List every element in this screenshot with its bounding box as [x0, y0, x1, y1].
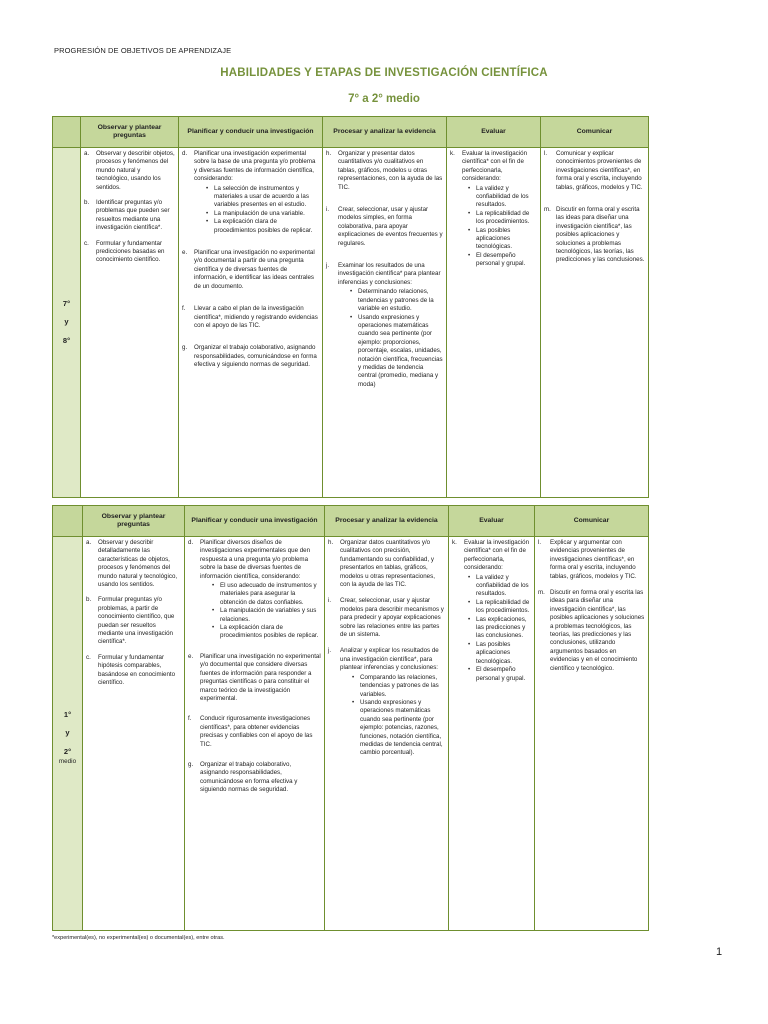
col-header-comunicar: Comunicar	[541, 117, 649, 148]
col-header-planificar: Planificar y conducir una investigación	[179, 117, 323, 148]
list-item: • Las explicaciones, las predicciones y las conclusiones.	[476, 616, 531, 641]
objective-k: k. Evaluar la investigación científica* con el fin de perfeccionarla, considerando: • La validez y confiabilidad de los resultados. • La replicabilidad de los procedimientos. • Las posibles aplicaciones tecnológicas. • El desempeño personal y grupal.	[450, 150, 537, 269]
objective-j: j. Examinar los resultados de una investigación científica* para plantear inferencias y conclusiones: • Determinando relaciones, tendencias y patrones de la variable en estudio. • Usando expresiones y operaciones matemáticas cuando sea pertinente (por ejemplo: proporciones, porcentaje, escalas, unidades, notación científica, frecuencias y medidas de tendencia central (promedio, mediana y moda)	[326, 262, 443, 389]
progression-table-1-2-medio	[52, 505, 649, 931]
list-item: • La validez y confiabilidad de los resultados.	[476, 185, 537, 210]
cell-comunicar	[535, 537, 649, 931]
level-grade-end: 2°	[63, 746, 72, 756]
list-item: • Usando expresiones y operaciones matemáticas cuando sea pertinente (por ejemplo: potencias, razones, funciones, notación científica, medidas de tendencia central, cambio porcentual).	[360, 699, 445, 758]
cell-observar	[83, 537, 185, 931]
level-cell	[53, 537, 83, 931]
cell-planificar	[179, 148, 323, 498]
col-header-evaluar: Evaluar	[447, 117, 541, 148]
objective-l: l. Comunicar y explicar conocimientos provenientes de investigaciones científicas*, en forma oral y escrita, incluyendo tablas, gráficos, modelos y TIC.	[544, 150, 643, 191]
objective-c: c. Formular y fundamentar hipótesis comparables, basándose en conocimiento científico.	[86, 653, 176, 687]
objective-f: f. Conducir rigurosamente investigaciones científicas*, para obtener evidencias precisas y confiables con el apoyo de las TIC.	[188, 715, 313, 748]
list-item: • La selección de instrumentos y materiales a usar de acuerdo a las variables presentes en el estudio.	[214, 185, 319, 210]
objective-f: f. Llevar a cabo el plan de la investigación científica*, midiendo y registrando evidencias con el apoyo de las TIC.	[182, 305, 318, 329]
level-connector: y	[65, 728, 70, 738]
table-row	[53, 537, 649, 931]
list-item: • La replicabilidad de los procedimientos.	[476, 599, 531, 616]
cell-procesar	[325, 537, 449, 931]
objective-e: e. Planificar una investigación no experimental y/o documental a partir de una pregunta científica y de diversas fuentes de información, e identificar las ideas centrales de un documento.	[182, 249, 315, 290]
objective-a: a. Observar y describir objetos, procesos y fenómenos del mundo natural y tecnológico, usando los sentidos.	[84, 150, 175, 191]
sub-list	[340, 674, 445, 758]
list-item: • La manipulación de variables y sus relaciones.	[220, 607, 321, 624]
objective-k: k. Evaluar la investigación científica* con el fin de perfeccionarla, considerando: • La validez y confiabilidad de los resultados. • La replicabilidad de los procedimientos. • Las explicaciones, las predicciones y las conclusiones. • Las posibles aplicaciones tecnológicas. • El desempeño personal y grupal.	[452, 539, 531, 683]
table-header-row	[53, 506, 649, 537]
col-header-evaluar: Evaluar	[449, 506, 535, 537]
col-header-procesar: Procesar y analizar la evidencia	[325, 506, 449, 537]
list-item: • El desempeño personal y grupal.	[476, 252, 537, 269]
sub-list	[194, 185, 319, 235]
cell-observar	[81, 148, 179, 498]
list-item: • La validez y confiabilidad de los resultados.	[476, 574, 531, 599]
cell-evaluar	[449, 537, 535, 931]
corner-cell	[53, 506, 83, 537]
cell-procesar	[323, 148, 447, 498]
cell-comunicar	[541, 148, 649, 498]
footnote: *experimental(es), no experimental(es) o documental(es), entre otras.	[52, 935, 225, 941]
sub-list	[462, 185, 537, 269]
objective-a: a. Observar y describir detalladamente las características de objetos, procesos y fenómenos del mundo natural y tecnológico, usando los sentidos.	[86, 539, 178, 589]
corner-cell	[53, 117, 81, 148]
objective-b: b. Identificar preguntas y/o problemas que pueden ser resueltos mediante una investigación científica*.	[84, 199, 170, 232]
objective-e: e. Planificar una investigación no experimental y/o documental que considere diversas fuentes de información para responder a preguntas científicas o para constituir el marco teórico de la investigación experimental.	[188, 652, 321, 702]
objective-l: l. Explicar y argumentar con evidencias provenientes de investigaciones científicas*, en forma oral y escrita, incluyendo tablas, gráficos, modelos y TIC.	[538, 539, 637, 580]
objective-j: j. Analizar y explicar los resultados de una investigación científica*, para plantear inferencias y conclusiones: • Comparando las relaciones, tendencias y patrones de las variables. • Usando expresiones y operaciones matemáticas cuando sea pertinente (por ejemplo: potencias, razones, funciones, notación científica, medidas de tendencia central, cambio porcentual).	[328, 647, 445, 757]
objective-i: i. Crear, seleccionar, usar y ajustar modelos para describir mecanismos y para predecir y apoyar explicaciones sobre las relaciones entre las partes de un sistema.	[328, 597, 444, 639]
list-item: • La explicación clara de procedimientos posibles de replicar.	[214, 218, 319, 235]
sub-list	[200, 582, 321, 641]
list-item: • Las posibles aplicaciones tecnológicas.	[476, 641, 531, 666]
objective-d: d. Planificar diversos diseños de investigaciones experimentales que den respuesta a una pregunta y/o problema sobre la base de diversas fuentes de información científica, considerando: • El uso adecuado de instrumentos y materiales para asegurar la obtención de datos confiables. • La manipulación de variables y sus relaciones. • La explicación clara de procedimientos posibles de replicar.	[188, 539, 321, 641]
level-connector: y	[64, 317, 69, 327]
col-header-planificar: Planificar y conducir una investigación	[185, 506, 325, 537]
level-grade-start: 1°	[63, 709, 72, 719]
cell-evaluar	[447, 148, 541, 498]
page-number: 1	[716, 946, 723, 958]
cell-planificar	[185, 537, 325, 931]
col-header-procesar: Procesar y analizar la evidencia	[323, 117, 447, 148]
col-header-observar: Observar y plantear preguntas	[81, 117, 179, 148]
page-header: PROGRESIÓN DE OBJETIVOS DE APRENDIZAJE	[54, 46, 232, 55]
objective-i: i. Crear, seleccionar, usar y ajustar modelos simples, en forma colaborativa, para apoyar explicaciones de eventos frecuentes y regulares.	[326, 206, 443, 247]
objective-c: c. Formular y fundamentar predicciones basadas en conocimiento científico.	[84, 239, 165, 264]
objective-h: h. Organizar datos cuantitativos y/o cualitativos con precisión, fundamentando su confiabilidad, y presentarlos en tablas, gráficos, modelos u otras representaciones, con la ayuda de las TIC.	[328, 539, 435, 589]
level-cell	[53, 148, 81, 498]
list-item: • Usando expresiones y operaciones matemáticas cuando sea pertinente (por ejemplo: proporciones, porcentaje, escalas, unidades, notación científica, frecuencias y medidas de tendencia central (promedio, mediana y moda)	[358, 314, 443, 390]
objective-b: b. Formular preguntas y/o problemas, a partir de conocimiento científico, que puedan ser resueltos mediante una investigación científica*.	[86, 596, 175, 646]
table-row	[53, 148, 649, 498]
col-header-observar: Observar y plantear preguntas	[83, 506, 185, 537]
objective-m: m. Discutir en forma oral y escrita las ideas para diseñar una investigación científica*, las posibles aplicaciones y soluciones a problemas tecnológicos, las teorías, las predicciones y las conclusiones, utilizando argumentos basados en evidencias y en el conocimiento científico y tecnológico.	[538, 589, 645, 672]
objective-h: h. Organizar y presentar datos cuantitativos y/o cualitativos en tablas, gráficos, modelos u otras representaciones, con la ayuda de las TIC.	[326, 150, 443, 191]
objective-m: m. Discutir en forma oral y escrita las ideas para diseñar una investigación científica*, las posibles aplicaciones y soluciones a problemas tecnológicos, las teorías, las predicciones y las conclusiones.	[544, 206, 645, 264]
sub-list	[338, 288, 443, 389]
list-item: • La explicación clara de procedimientos posibles de replicar.	[220, 624, 321, 641]
list-item: • Determinando relaciones, tendencias y patrones de la variable en estudio.	[358, 288, 443, 313]
list-item: • El desempeño personal y grupal.	[476, 666, 531, 683]
sub-list	[464, 574, 531, 683]
document-title: HABILIDADES Y ETAPAS DE INVESTIGACIÓN CIENTÍFICA	[220, 67, 548, 79]
list-item: • El uso adecuado de instrumentos y materiales para asegurar la obtención de datos confiables.	[220, 582, 321, 607]
list-item: • Comparando las relaciones, tendencias y patrones de las variables.	[360, 674, 445, 699]
list-item: • La manipulación de una variable.	[214, 210, 319, 218]
document-subtitle: 7° a 2° medio	[348, 93, 420, 105]
progression-table-7-8	[52, 116, 649, 498]
objective-g: g. Organizar el trabajo colaborativo, asignando responsabilidades, comunicándose en forma efectiva y siguiendo normas de seguridad.	[188, 760, 298, 794]
list-item: • La replicabilidad de los procedimientos.	[476, 210, 537, 227]
level-suffix: medio	[58, 757, 77, 765]
col-header-comunicar: Comunicar	[535, 506, 649, 537]
objective-g: g. Organizar el trabajo colaborativo, asignando responsabilidades, comunicándose en forma efectiva y siguiendo normas de seguridad.	[182, 344, 317, 369]
objective-d: d. Planificar una investigación experimental sobre la base de una pregunta y/o problema y diversas fuentes de información científica, considerando: • La selección de instrumentos y materiales a usar de acuerdo a las variables presentes en el estudio. • La manipulación de una variable. • La explicación clara de procedimientos posibles de replicar.	[182, 150, 319, 235]
level-grade-end: 8°	[62, 335, 71, 345]
list-item: • Las posibles aplicaciones tecnológicas.	[476, 227, 537, 252]
table-header-row	[53, 117, 649, 148]
level-grade-start: 7°	[62, 298, 71, 308]
